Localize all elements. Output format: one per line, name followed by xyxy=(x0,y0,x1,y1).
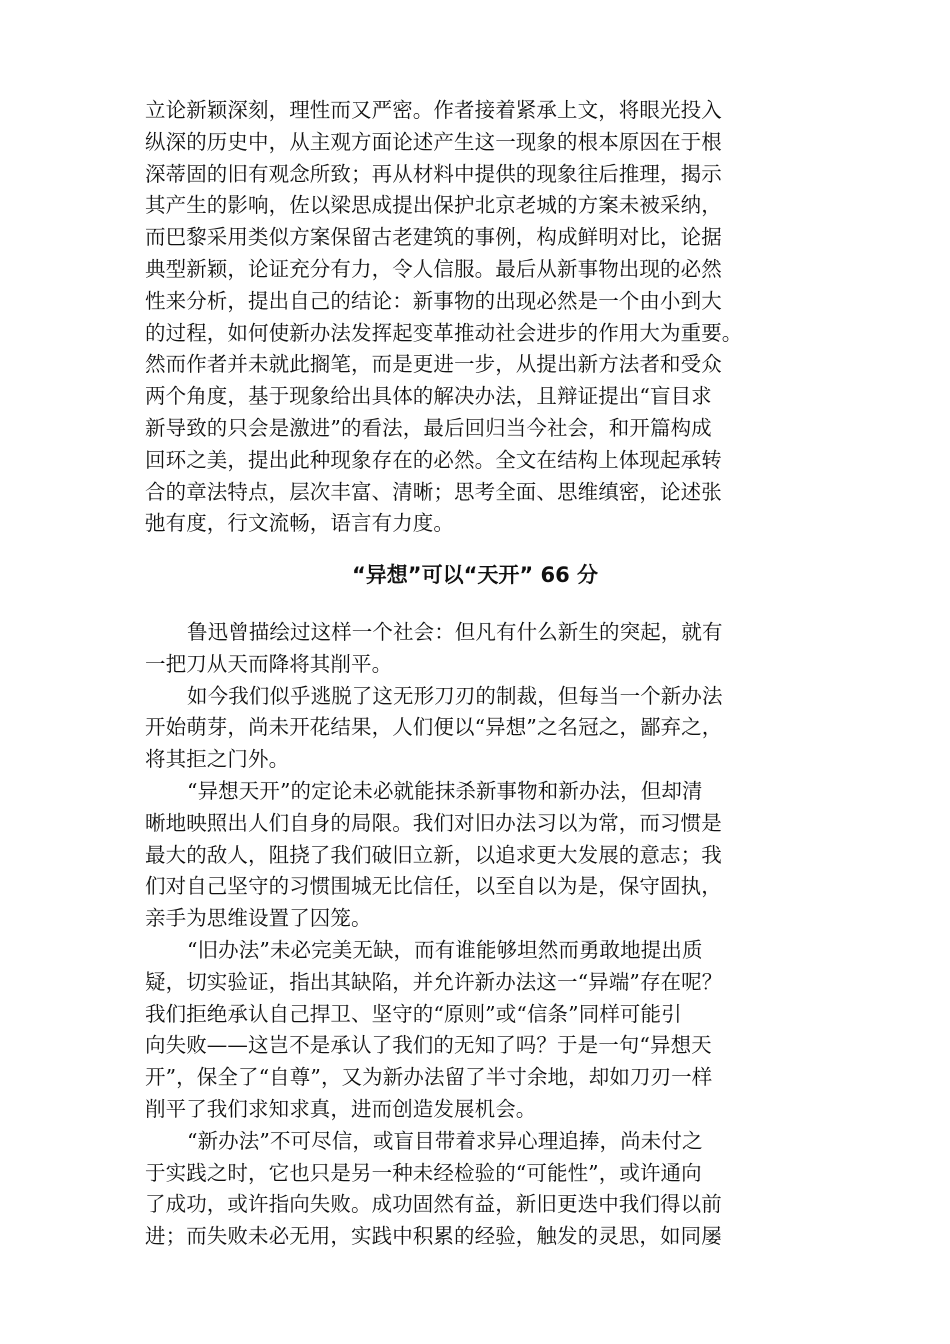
intro-line: 回环之美，提出此种现象存在的必然。全文在结构上体现起承转 xyxy=(145,447,722,472)
paragraph-line: 晰地映照出人们自身的局限。我们对旧办法习以为常，而习惯是 xyxy=(145,810,722,835)
paragraph-line: “异想天开”的定论未必就能抹杀新事物和新办法，但却清 xyxy=(187,778,703,803)
essay-paragraph-5 xyxy=(145,1126,787,1253)
intro-line: 纵深的历史中，从主观方面论述产生这一现象的根本原因在于根 xyxy=(145,129,722,154)
paragraph-line: “新办法”不可尽信，或盲目带着求异心理追捧，尚未付之 xyxy=(187,1128,703,1153)
intro-line: 两个角度，基于现象给出具体的解决办法，且辩证提出“盲目求 xyxy=(145,384,712,409)
paragraph-line: 一把刀从天而降将其削平。 xyxy=(145,651,393,676)
paragraph-line: 将其拒之门外。 xyxy=(145,747,290,772)
paragraph-line: 们对自己坚守的习惯围城无比信任，以至自以为是，保守固执， xyxy=(145,874,722,899)
paragraph-line: 开始萌芽，尚未开花结果，人们便以“异想”之名冠之，鄙弃之， xyxy=(145,715,723,740)
paragraph-line: 削平了我们求知求真，进而创造发展机会。 xyxy=(145,1096,537,1121)
intro-line: 其产生的影响，佐以梁思成提出保护北京老城的方案未被采纳， xyxy=(145,193,722,218)
intro-line: 合的章法特点，层次丰富、清晰；思考全面、思维缜密，论述张 xyxy=(145,479,722,504)
paragraph-line: 于实践之时，它也只是另一种未经检验的“可能性”，或许通向 xyxy=(145,1160,702,1185)
essay-paragraph-2 xyxy=(145,681,787,776)
paragraph-line: 开”，保全了“自尊”，又为新办法留了半寸余地，却如刀刃一样 xyxy=(145,1065,713,1090)
intro-line: 然而作者并未就此搁笔，而是更进一步，从提出新方法者和受众 xyxy=(145,352,722,377)
paragraph-line: 我们拒绝承认自己捍卫、坚守的“原则”或“信条”同样可能引 xyxy=(145,1001,682,1026)
paragraph-line: 如今我们似乎逃脱了这无形刀刃的制裁，但每当一个新办法 xyxy=(187,683,723,708)
intro-paragraph xyxy=(145,95,787,540)
paragraph-line: 亲手为思维设置了囚笼。 xyxy=(145,906,372,931)
intro-line: 立论新颖深刻，理性而又严密。作者接着紧承上文，将眼光投入 xyxy=(145,98,722,122)
intro-line: 而巴黎采用类似方案保留古老建筑的事例，构成鲜明对比，论据 xyxy=(145,225,722,250)
intro-line: 典型新颖，论证充分有力，令人信服。最后从新事物出现的必然 xyxy=(145,256,722,281)
essay-title: “异想”可以“天开” 66 分 xyxy=(351,563,599,587)
paragraph-line: 疑，切实验证，指出其缺陷，并允许新办法这一“异端”存在呢？ xyxy=(145,969,723,994)
paragraph-line: “旧办法”未必完美无缺，而有谁能够坦然而勇敢地提出质 xyxy=(187,937,703,962)
paragraph-line: 鲁迅曾描绘过这样一个社会：但凡有什么新生的突起，就有 xyxy=(187,620,723,644)
paragraph-line: 最大的敌人，阻挠了我们破旧立新，以追求更大发展的意志；我 xyxy=(145,842,722,867)
intro-line: 弛有度，行文流畅，语言有力度。 xyxy=(145,511,454,536)
intro-line: 深蒂固的旧有观念所致；再从材料中提供的现象往后推理，揭示 xyxy=(145,161,722,186)
intro-line: 的过程，如何使新办法发挥起变革推动社会进步的作用大为重要。 xyxy=(145,320,743,345)
essay-paragraph-3 xyxy=(145,776,787,935)
intro-line: 新导致的只会是激进”的看法，最后回归当今社会，和开篇构成 xyxy=(145,415,712,440)
intro-line: 性来分析，提出自己的结论：新事物的出现必然是一个由小到大 xyxy=(145,288,722,313)
paragraph-line: 进；而失败未必无用，实践中积累的经验，触发的灵思，如同屡 xyxy=(145,1224,722,1249)
paragraph-line: 了成功，或许指向失败。成功固然有益，新旧更迭中我们得以前 xyxy=(145,1192,722,1217)
paragraph-line: 向失败——这岂不是承认了我们的无知了吗？于是一句“异想天 xyxy=(145,1033,712,1058)
essay-paragraph-4 xyxy=(145,935,787,1126)
essay-body xyxy=(145,617,787,1253)
essay-paragraph-1 xyxy=(145,617,787,681)
